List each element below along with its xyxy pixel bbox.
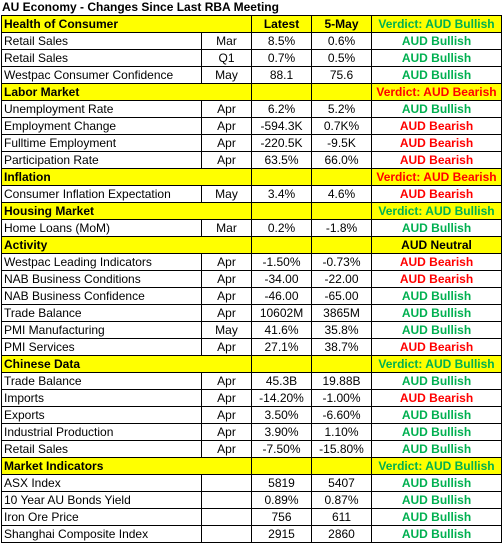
previous-value: 38.7% — [312, 339, 372, 356]
previous-value: -6.60% — [312, 407, 372, 424]
verdict-cell: AUD Bearish — [372, 254, 502, 271]
table-row — [2, 509, 502, 526]
previous-header: 5-May — [312, 16, 372, 33]
verdict-cell: AUD Bullish — [372, 101, 502, 118]
latest-value: 88.1 — [252, 67, 312, 84]
table-row — [2, 322, 502, 339]
verdict-cell: AUD Bullish — [372, 373, 502, 390]
section-name: Market Indicators — [2, 458, 252, 475]
latest-value: -14.20% — [252, 390, 312, 407]
table-row — [2, 67, 502, 84]
section-header-row — [2, 16, 502, 33]
previous-value: 3865M — [312, 305, 372, 322]
blank-cell — [252, 169, 312, 186]
section-header-row — [2, 356, 502, 373]
table-row — [2, 220, 502, 237]
latest-value: 3.90% — [252, 424, 312, 441]
table-row — [2, 526, 502, 543]
latest-value: 756 — [252, 509, 312, 526]
verdict-cell: AUD Bearish — [372, 135, 502, 152]
section-name: Activity — [2, 237, 252, 254]
verdict-cell: AUD Bullish — [372, 322, 502, 339]
latest-value: 6.2% — [252, 101, 312, 118]
table-row — [2, 118, 502, 135]
indicator-label: Unemployment Rate — [2, 101, 202, 118]
previous-value: -1.8% — [312, 220, 372, 237]
previous-value: 2860 — [312, 526, 372, 543]
latest-header: Latest — [252, 16, 312, 33]
indicator-label: Fulltime Employment — [2, 135, 202, 152]
verdict-cell: AUD Bearish — [372, 339, 502, 356]
table-row — [2, 101, 502, 118]
latest-value: -1.50% — [252, 254, 312, 271]
verdict-cell: AUD Bullish — [372, 475, 502, 492]
latest-value: 0.89% — [252, 492, 312, 509]
latest-value: 8.5% — [252, 33, 312, 50]
latest-value: 45.3B — [252, 373, 312, 390]
indicator-label: NAB Business Conditions — [2, 271, 202, 288]
previous-value: -15.80% — [312, 441, 372, 458]
table-row — [2, 390, 502, 407]
section-verdict: Verdict: AUD Bullish — [372, 203, 502, 220]
period-cell: Apr — [202, 118, 252, 135]
period-cell: Apr — [202, 424, 252, 441]
table-row — [2, 407, 502, 424]
latest-value: -34.00 — [252, 271, 312, 288]
previous-value: 75.6 — [312, 67, 372, 84]
table-row — [2, 492, 502, 509]
indicator-label: PMI Services — [2, 339, 202, 356]
latest-value: 63.5% — [252, 152, 312, 169]
blank-cell — [312, 356, 372, 373]
section-verdict: Verdict: AUD Bullish — [372, 16, 502, 33]
indicator-label: Employment Change — [2, 118, 202, 135]
verdict-cell: AUD Bullish — [372, 50, 502, 67]
verdict-cell: AUD Bearish — [372, 390, 502, 407]
table-row — [2, 254, 502, 271]
indicator-label: Westpac Consumer Confidence — [2, 67, 202, 84]
previous-value: 4.6% — [312, 186, 372, 203]
indicator-label: Consumer Inflation Expectation — [2, 186, 202, 203]
previous-value: 35.8% — [312, 322, 372, 339]
previous-value: 0.7K% — [312, 118, 372, 135]
latest-value: 27.1% — [252, 339, 312, 356]
blank-cell — [252, 458, 312, 475]
latest-value: 41.6% — [252, 322, 312, 339]
period-cell: Apr — [202, 288, 252, 305]
table-row — [2, 424, 502, 441]
section-header-row — [2, 169, 502, 186]
latest-value: -594.3K — [252, 118, 312, 135]
period-cell — [202, 526, 252, 543]
indicator-label: NAB Business Confidence — [2, 288, 202, 305]
previous-value: -9.5K — [312, 135, 372, 152]
table-row — [2, 339, 502, 356]
previous-value: 5.2% — [312, 101, 372, 118]
verdict-cell: AUD Bullish — [372, 492, 502, 509]
latest-value: 2915 — [252, 526, 312, 543]
period-cell: Mar — [202, 33, 252, 50]
verdict-cell: AUD Bearish — [372, 271, 502, 288]
indicator-label: Iron Ore Price — [2, 509, 202, 526]
section-verdict: Verdict: AUD Bullish — [372, 356, 502, 373]
previous-value: 611 — [312, 509, 372, 526]
latest-value: -7.50% — [252, 441, 312, 458]
previous-value: 0.87% — [312, 492, 372, 509]
section-name: Health of Consumer — [2, 16, 252, 33]
period-cell: May — [202, 322, 252, 339]
page-title: AU Economy - Changes Since Last RBA Meeting — [2, 0, 279, 14]
indicator-label: Participation Rate — [2, 152, 202, 169]
indicator-label: 10 Year AU Bonds Yield — [2, 492, 202, 509]
economy-table — [1, 15, 502, 543]
table-row — [2, 305, 502, 322]
section-header-row — [2, 237, 502, 254]
latest-value: 3.50% — [252, 407, 312, 424]
period-cell — [202, 492, 252, 509]
indicator-label: Retail Sales — [2, 441, 202, 458]
previous-value: -0.73% — [312, 254, 372, 271]
period-cell — [202, 475, 252, 492]
table-row — [2, 271, 502, 288]
indicator-label: Trade Balance — [2, 305, 202, 322]
blank-cell — [252, 203, 312, 220]
period-cell: May — [202, 67, 252, 84]
verdict-cell: AUD Bearish — [372, 186, 502, 203]
period-cell: Apr — [202, 305, 252, 322]
section-name: Labor Market — [2, 84, 252, 101]
period-cell: Apr — [202, 135, 252, 152]
table-row — [2, 152, 502, 169]
table-row — [2, 186, 502, 203]
period-cell: May — [202, 186, 252, 203]
table-row — [2, 373, 502, 390]
latest-value: 10602M — [252, 305, 312, 322]
verdict-cell: AUD Bullish — [372, 441, 502, 458]
section-header-row — [2, 84, 502, 101]
indicator-label: Industrial Production — [2, 424, 202, 441]
blank-cell — [252, 237, 312, 254]
indicator-label: Westpac Leading Indicators — [2, 254, 202, 271]
previous-value: 66.0% — [312, 152, 372, 169]
table-row — [2, 288, 502, 305]
blank-cell — [312, 84, 372, 101]
indicator-label: Retail Sales — [2, 33, 202, 50]
section-header-row — [2, 203, 502, 220]
previous-value: 0.5% — [312, 50, 372, 67]
period-cell: Apr — [202, 373, 252, 390]
verdict-cell: AUD Bullish — [372, 424, 502, 441]
section-header-row — [2, 458, 502, 475]
period-cell: Apr — [202, 271, 252, 288]
period-cell: Apr — [202, 339, 252, 356]
section-name: Chinese Data — [2, 356, 252, 373]
table-body — [2, 16, 502, 543]
previous-value: 1.10% — [312, 424, 372, 441]
verdict-cell: AUD Bearish — [372, 118, 502, 135]
verdict-cell: AUD Bearish — [372, 152, 502, 169]
indicator-label: Imports — [2, 390, 202, 407]
indicator-label: Shanghai Composite Index — [2, 526, 202, 543]
previous-value: 0.6% — [312, 33, 372, 50]
blank-cell — [252, 84, 312, 101]
section-verdict: AUD Neutral — [372, 237, 502, 254]
section-verdict: Verdict: AUD Bearish — [372, 84, 502, 101]
blank-cell — [312, 237, 372, 254]
verdict-cell: AUD Bullish — [372, 220, 502, 237]
previous-value: 19.88B — [312, 373, 372, 390]
latest-value: 0.2% — [252, 220, 312, 237]
table-row — [2, 135, 502, 152]
previous-value: -65.00 — [312, 288, 372, 305]
period-cell: Mar — [202, 220, 252, 237]
section-name: Housing Market — [2, 203, 252, 220]
verdict-cell: AUD Bullish — [372, 305, 502, 322]
verdict-cell: AUD Bullish — [372, 33, 502, 50]
blank-cell — [312, 169, 372, 186]
blank-cell — [312, 203, 372, 220]
indicator-label: Home Loans (MoM) — [2, 220, 202, 237]
section-verdict: Verdict: AUD Bullish — [372, 458, 502, 475]
table-row — [2, 50, 502, 67]
indicator-label: Retail Sales — [2, 50, 202, 67]
period-cell — [202, 509, 252, 526]
period-cell: Apr — [202, 254, 252, 271]
table-row — [2, 33, 502, 50]
verdict-cell: AUD Bullish — [372, 509, 502, 526]
latest-value: 0.7% — [252, 50, 312, 67]
latest-value: 5819 — [252, 475, 312, 492]
table-row — [2, 475, 502, 492]
previous-value: -22.00 — [312, 271, 372, 288]
period-cell: Apr — [202, 407, 252, 424]
blank-cell — [312, 458, 372, 475]
section-verdict: Verdict: AUD Bearish — [372, 169, 502, 186]
period-cell: Apr — [202, 152, 252, 169]
indicator-label: Exports — [2, 407, 202, 424]
indicator-label: PMI Manufacturing — [2, 322, 202, 339]
indicator-label: ASX Index — [2, 475, 202, 492]
period-cell: Q1 — [202, 50, 252, 67]
previous-value: -1.00% — [312, 390, 372, 407]
latest-value: 3.4% — [252, 186, 312, 203]
section-name: Inflation — [2, 169, 252, 186]
previous-value: 5407 — [312, 475, 372, 492]
period-cell: Apr — [202, 390, 252, 407]
period-cell: Apr — [202, 441, 252, 458]
table-row — [2, 441, 502, 458]
verdict-cell: AUD Bullish — [372, 67, 502, 84]
blank-cell — [252, 356, 312, 373]
indicator-label: Trade Balance — [2, 373, 202, 390]
period-cell: Apr — [202, 101, 252, 118]
verdict-cell: AUD Bullish — [372, 526, 502, 543]
latest-value: -46.00 — [252, 288, 312, 305]
latest-value: -220.5K — [252, 135, 312, 152]
verdict-cell: AUD Bullish — [372, 407, 502, 424]
verdict-cell: AUD Bullish — [372, 288, 502, 305]
